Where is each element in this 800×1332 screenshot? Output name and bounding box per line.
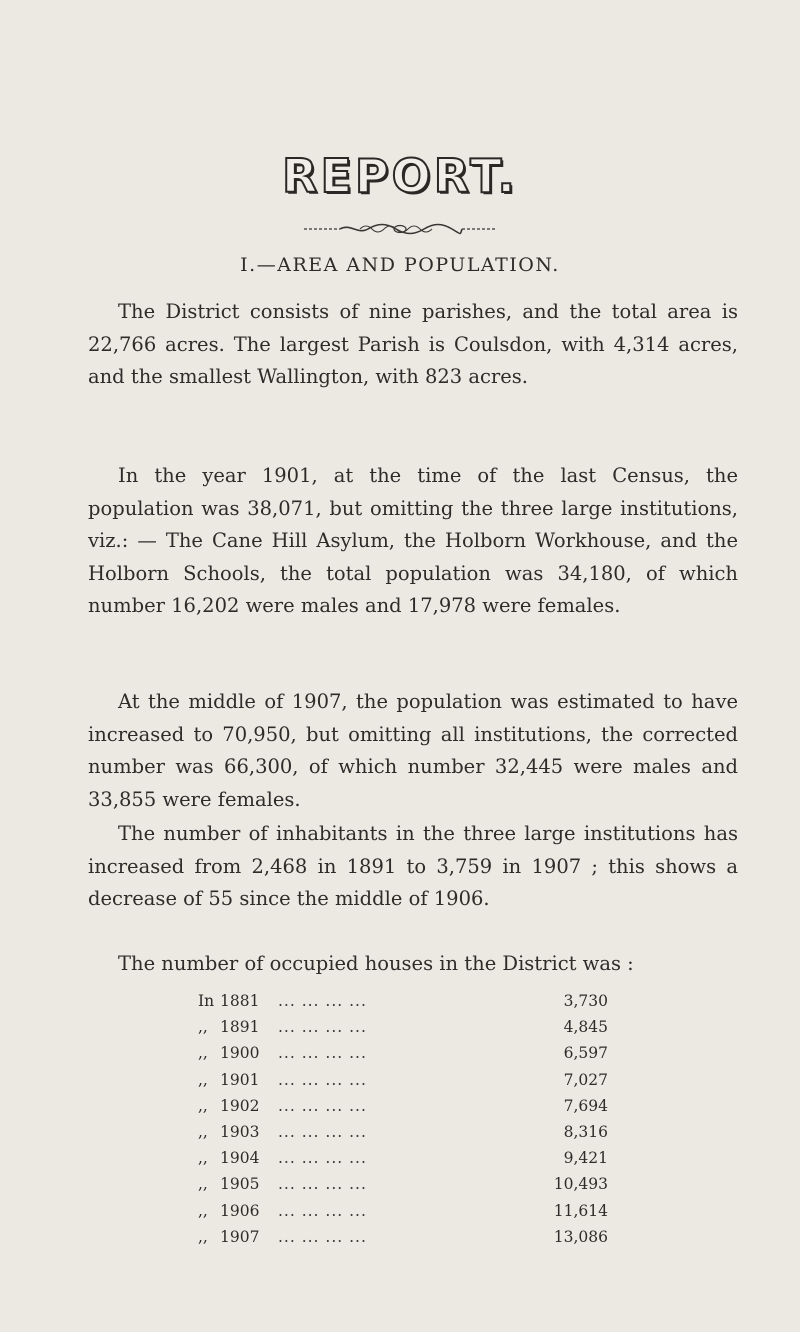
- year-prefix: ,,: [198, 1070, 208, 1089]
- paragraph-houses-intro: The number of occupied houses in the District was :: [118, 952, 634, 975]
- year-prefix: ,,: [198, 1122, 208, 1141]
- table-row: [198, 1119, 608, 1145]
- houses-count: 6,597: [563, 1044, 608, 1063]
- dot-leader: ... ... ... ...: [278, 1227, 367, 1246]
- year-prefix: In: [198, 992, 215, 1010]
- year-prefix: ,,: [198, 1096, 208, 1115]
- year-cell: 1891: [220, 1018, 260, 1037]
- section-heading: I.—AREA AND POPULATION.: [240, 254, 560, 276]
- table-row: [198, 1067, 608, 1093]
- report-title: REPORT.: [282, 149, 518, 203]
- paragraph-census-1901: In the year 1901, at the time of the last Census, the population was 38,071, but omitting the three large institutions, viz.: — The Cane Hill Asylum, the Holborn Workhouse, and the Holborn Schools, the total population was 34,180, of which number 16,202 were males and 17,978 were females.: [88, 464, 738, 617]
- dot-leader: ... ... ... ...: [278, 1070, 367, 1089]
- year-cell: 1881: [220, 992, 260, 1010]
- paragraph-area: The District consists of nine parishes, and the total area is 22,766 acres. The largest Parish is Coulsdon, with 4,314 acres, and the smallest Wallington, with 823 acres.: [88, 300, 738, 388]
- dot-leader: ... ... ... ...: [278, 1149, 367, 1168]
- year-prefix: ,,: [198, 1227, 208, 1246]
- houses-count: 8,316: [563, 1122, 608, 1141]
- table-row: [198, 1014, 608, 1040]
- year-cell: 1900: [220, 1044, 260, 1063]
- houses-count: 3,730: [563, 992, 608, 1010]
- dot-leader: ... ... ... ...: [278, 1122, 367, 1141]
- dot-leader: ... ... ... ...: [278, 1096, 367, 1115]
- houses-count: 11,614: [553, 1201, 608, 1220]
- year-cell: 1905: [220, 1175, 260, 1194]
- houses-count: 4,845: [563, 1018, 608, 1037]
- year-prefix: ,,: [198, 1175, 208, 1194]
- table-row: [198, 988, 608, 1014]
- table-row: [198, 1093, 608, 1119]
- year-cell: 1907: [220, 1227, 260, 1246]
- houses-count: 7,694: [563, 1096, 608, 1115]
- houses-count: 9,421: [563, 1149, 608, 1168]
- decorative-rule-icon: [300, 222, 500, 236]
- year-prefix: ,,: [198, 1201, 208, 1220]
- dot-leader: ... ... ... ...: [278, 1018, 367, 1037]
- year-cell: 1903: [220, 1122, 260, 1141]
- dot-leader: ... ... ... ...: [278, 992, 367, 1010]
- year-cell: 1906: [220, 1201, 260, 1220]
- table-row: [198, 1224, 608, 1250]
- year-cell: 1904: [220, 1149, 260, 1168]
- table-row: [198, 1171, 608, 1197]
- table-row: [198, 1198, 608, 1224]
- dot-leader: ... ... ... ...: [278, 1175, 367, 1194]
- houses-count: 10,493: [553, 1175, 608, 1194]
- houses-count: 13,086: [553, 1227, 608, 1246]
- year-prefix: ,,: [198, 1149, 208, 1168]
- year-prefix: ,,: [198, 1044, 208, 1063]
- occupied-houses-table: [198, 988, 608, 1250]
- year-prefix: ,,: [198, 1018, 208, 1037]
- dot-leader: ... ... ... ...: [278, 1201, 367, 1220]
- dot-leader: ... ... ... ...: [278, 1044, 367, 1063]
- houses-count: 7,027: [563, 1070, 608, 1089]
- paragraph-population-1907: At the middle of 1907, the population was estimated to have increased to 70,950, but omitting all institutions, the corrected number was 66,300, of which number 32,445 were males and 33,855 were females.: [88, 690, 738, 811]
- table-row: [198, 1145, 608, 1171]
- table-row: [198, 1040, 608, 1066]
- paragraph-institutions: The number of inhabitants in the three large institutions has increased from 2,468 in 1891 to 3,759 in 1907 ; this shows a decrease of 55 since the middle of 1906.: [88, 822, 738, 910]
- year-cell: 1901: [220, 1070, 260, 1089]
- year-cell: 1902: [220, 1096, 260, 1115]
